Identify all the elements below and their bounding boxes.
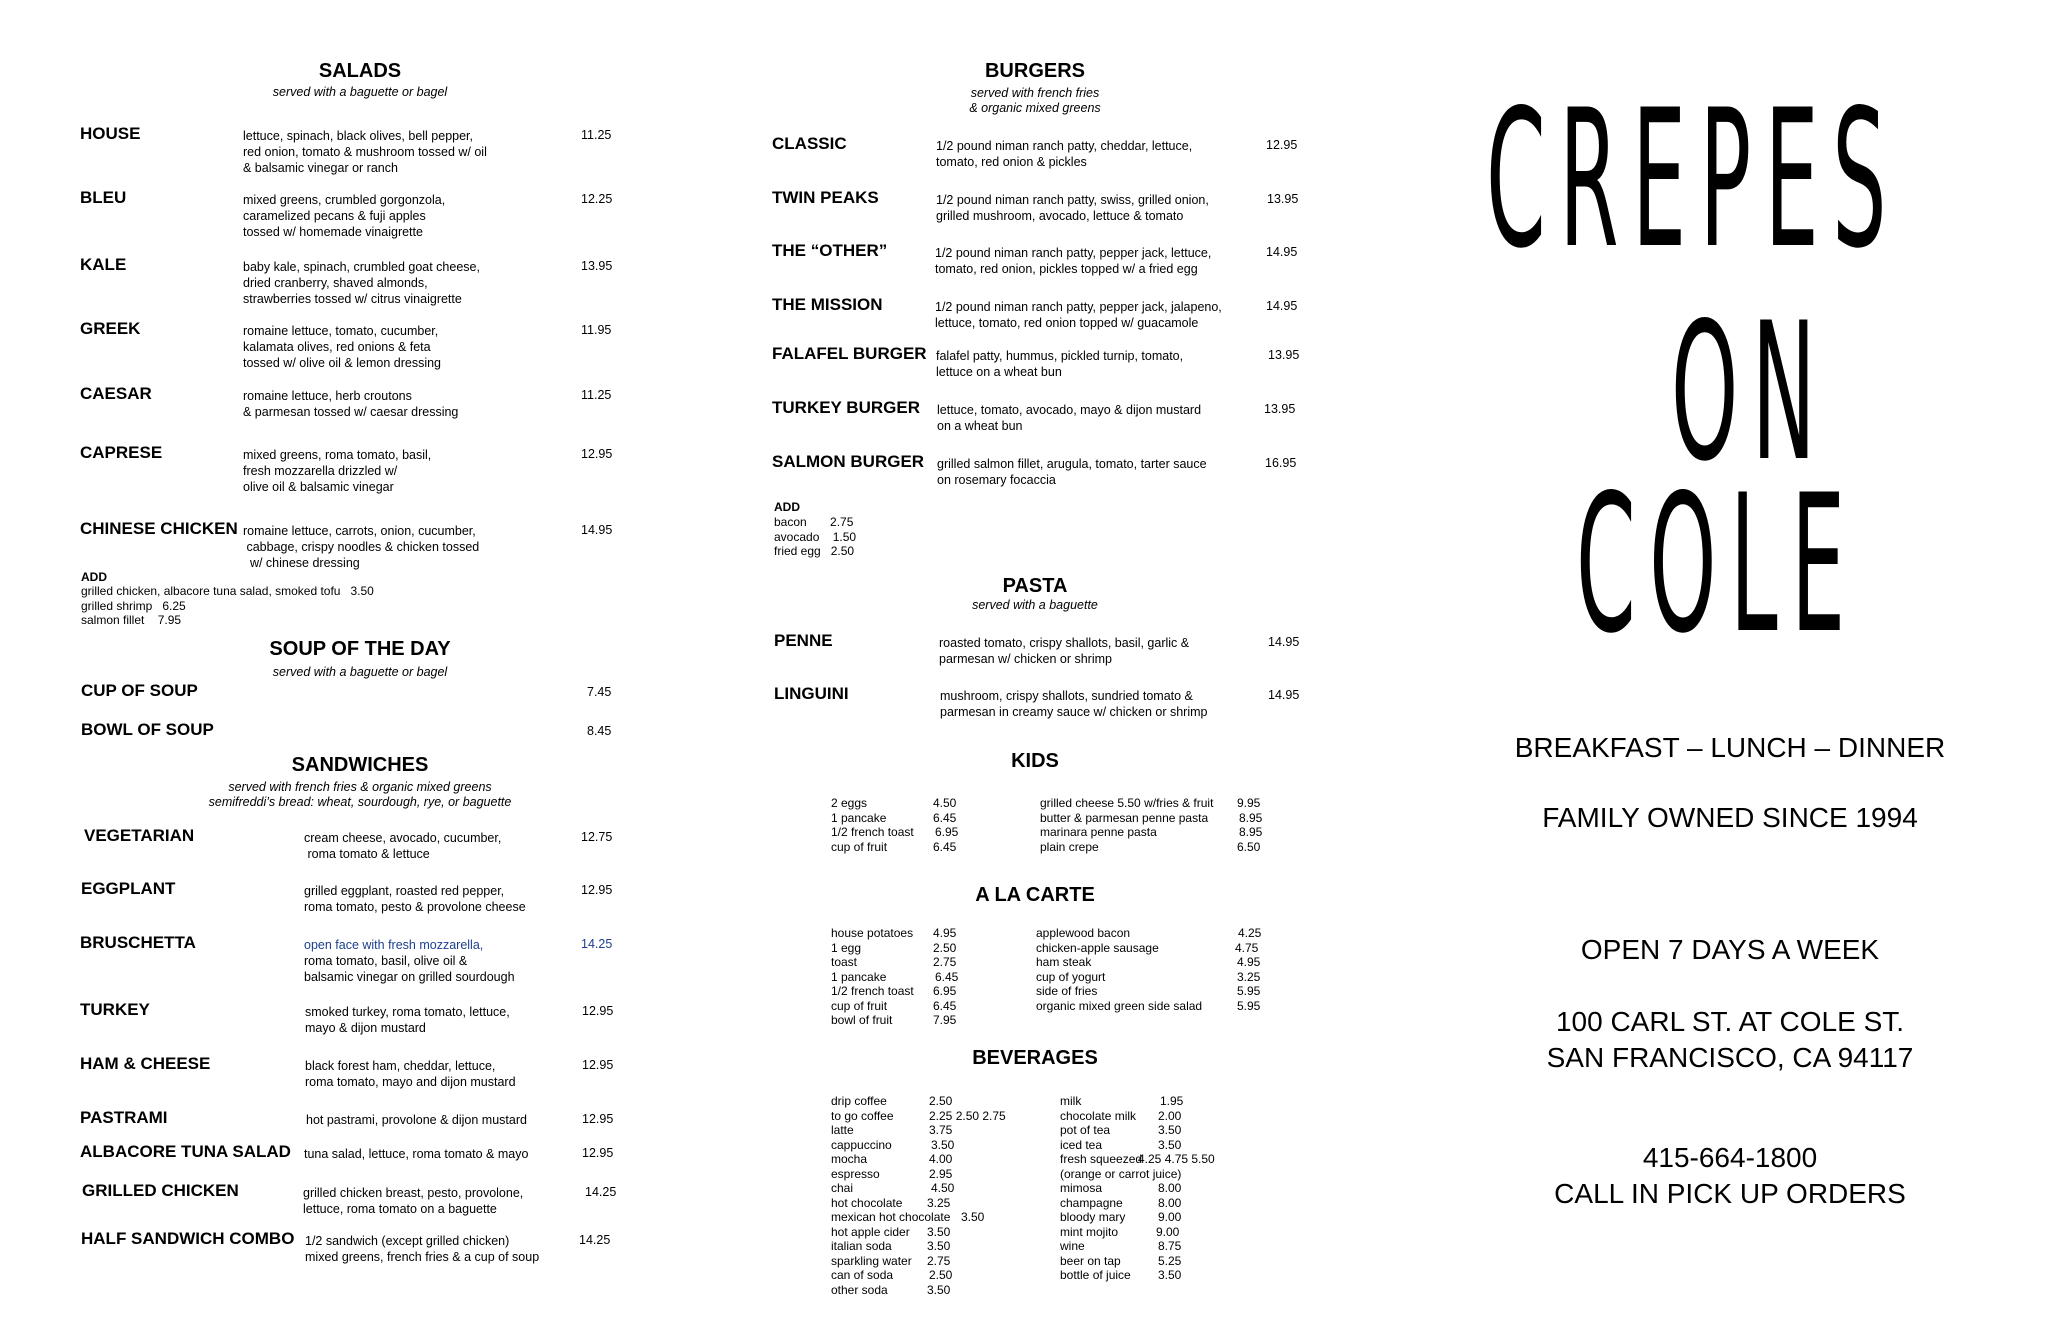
item-name: SALMON BURGER bbox=[772, 452, 925, 471]
item-price: 12.95 bbox=[1266, 138, 1298, 152]
list-item: italian soda 3.50 bbox=[831, 1239, 951, 1253]
item-price: 14.25 bbox=[585, 1185, 617, 1199]
pasta-subtitle: served with a baguette bbox=[972, 598, 1098, 612]
item-desc: smoked turkey, roma tomato, lettuce, mayo & dijon mustard bbox=[305, 1005, 510, 1035]
item-price: 14.25 bbox=[579, 1233, 611, 1247]
item-desc: baby kale, spinach, crumbled goat cheese, dried cranberry, shaved almonds, strawberries tossed w/ citrus vinaigrette bbox=[243, 260, 480, 306]
item-price: 11.95 bbox=[581, 323, 612, 337]
list-item: cappuccino 3.50 bbox=[831, 1137, 955, 1152]
soup-title: SOUP OF THE DAY bbox=[269, 638, 451, 660]
item-name: BLEU bbox=[80, 188, 127, 207]
item-price: 13.95 bbox=[1268, 348, 1300, 362]
a-la-carte-right-list bbox=[1036, 926, 1276, 1013]
list-item: bloody mary 9.00 bbox=[1060, 1210, 1182, 1224]
list-item: ham steak 4.95 bbox=[1036, 955, 1261, 969]
list-item: house potatoes 4.95 bbox=[831, 926, 957, 940]
item-desc: tuna salad, lettuce, roma tomato & mayo bbox=[304, 1147, 529, 1161]
item-desc: lettuce, tomato, avocado, mayo & dijon mustard on a wheat bun bbox=[937, 403, 1202, 433]
item-name: HALF SANDWICH COMBO bbox=[81, 1229, 295, 1248]
item-name: TWIN PEAKS bbox=[772, 188, 879, 207]
item-name: TURKEY BURGER bbox=[772, 398, 920, 417]
list-item: organic mixed green side salad 5.95 bbox=[1036, 998, 1261, 1013]
item-price: 11.25 bbox=[581, 128, 612, 142]
list-item: 1 egg 2.50 bbox=[831, 940, 957, 955]
item-name: THE “OTHER” bbox=[772, 241, 888, 260]
burgers-subtitle-2: & organic mixed greens bbox=[969, 101, 1101, 115]
pasta-title: PASTA bbox=[1002, 575, 1068, 597]
pickup-note: CALL IN PICK UP ORDERS bbox=[1554, 1178, 1906, 1209]
list-item: mocha 4.00 bbox=[831, 1152, 953, 1166]
item-price: 14.95 bbox=[581, 523, 613, 537]
item-desc: mixed greens, roma tomato, basil, fresh mozzarella drizzled w/ olive oil & balsamic vinegar bbox=[243, 448, 432, 494]
item-desc: 1/2 pound niman ranch patty, swiss, grilled onion, grilled mushroom, avocado, lettuce & tomato bbox=[936, 193, 1209, 223]
address-line-2: SAN FRANCISCO, CA 94117 bbox=[1546, 1042, 1914, 1073]
item-name: CUP OF SOUP bbox=[81, 681, 198, 700]
item-name: CHINESE CHICKEN bbox=[80, 519, 238, 538]
list-item: 1/2 french toast 6.95 bbox=[831, 984, 957, 998]
burgers-subtitle: served with french fries bbox=[970, 86, 1100, 100]
salads-title: SALADS bbox=[318, 60, 402, 82]
list-item: sparkling water 2.75 bbox=[831, 1253, 951, 1268]
list-item: grilled cheese 5.50 w/fries & fruit 9.95 bbox=[1040, 796, 1261, 810]
list-item: fresh squeezed 4.25 4.75 5.50 bbox=[1060, 1152, 1215, 1166]
list-item: butter & parmesan penne pasta 8.95 bbox=[1040, 810, 1263, 825]
item-price: 12.95 bbox=[582, 1112, 614, 1126]
item-name: BRUSCHETTA bbox=[80, 933, 196, 952]
list-item: mint mojito 9.00 bbox=[1060, 1224, 1180, 1239]
list-item: bottle of juice 3.50 bbox=[1060, 1268, 1182, 1282]
item-desc: 1/2 pound niman ranch patty, cheddar, lettuce, tomato, red onion & pickles bbox=[936, 139, 1193, 169]
item-desc: grilled eggplant, roasted red pepper, roma tomato, pesto & provolone cheese bbox=[304, 884, 526, 914]
item-name: PENNE bbox=[774, 631, 833, 650]
beverages-right-list bbox=[1060, 1094, 1280, 1283]
list-item: drip coffee 2.50 bbox=[831, 1094, 953, 1108]
item-price: 13.95 bbox=[581, 259, 613, 273]
item-name: HOUSE bbox=[80, 124, 141, 143]
item-desc: cream cheese, avocado, cucumber, roma tomato & lettuce bbox=[304, 831, 502, 861]
item-desc: 1/2 sandwich (except grilled chicken) mixed greens, french fries & a cup of soup bbox=[305, 1234, 540, 1264]
item-name: PASTRAMI bbox=[80, 1108, 168, 1127]
list-item: 2 eggs 4.50 bbox=[831, 796, 957, 810]
list-item: 1 pancake 6.45 bbox=[831, 969, 959, 984]
kids-left-list bbox=[831, 796, 981, 854]
item-desc: romaine lettuce, tomato, cucumber, kalamata olives, red onions & feta tossed w/ olive oil & lemon dressing bbox=[243, 324, 442, 370]
item-price: 8.45 bbox=[587, 724, 612, 738]
salads-add-list: grilled chicken, albacore tuna salad, smoked tofu 3.50 grilled shrimp 6.25 salmon fillet 7.95 bbox=[81, 584, 374, 627]
list-item: chai 4.50 bbox=[831, 1181, 955, 1195]
item-name: GREEK bbox=[80, 319, 141, 338]
brand-line-crepes: CREPES bbox=[1486, 69, 1900, 290]
list-item: latte 3.75 bbox=[831, 1123, 953, 1137]
list-item: mexican hot chocolate 3.50 bbox=[831, 1210, 985, 1224]
list-item: wine 8.75 bbox=[1060, 1239, 1182, 1253]
list-item: milk 1.95 bbox=[1060, 1094, 1184, 1108]
list-item: toast 2.75 bbox=[831, 955, 957, 969]
sandwiches-subtitle: served with french fries & organic mixed greens bbox=[228, 780, 492, 794]
list-item: iced tea 3.50 bbox=[1060, 1137, 1182, 1152]
list-item: cup of yogurt 3.25 bbox=[1036, 969, 1261, 984]
list-item: marinara penne pasta 8.95 bbox=[1040, 825, 1263, 839]
burgers-add-label: ADD bbox=[774, 500, 800, 514]
beverages-left-list bbox=[831, 1094, 1031, 1297]
item-name: KALE bbox=[80, 255, 127, 274]
brand-line-cole: COLE bbox=[1576, 454, 1859, 675]
list-item: can of soda 2.50 bbox=[831, 1268, 953, 1282]
list-item: pot of tea 3.50 bbox=[1060, 1123, 1182, 1137]
item-price: 12.95 bbox=[582, 1004, 614, 1018]
beverages-title: BEVERAGES bbox=[972, 1047, 1098, 1069]
item-name: HAM & CHEESE bbox=[80, 1054, 211, 1073]
list-item: hot apple cider 3.50 bbox=[831, 1224, 951, 1239]
item-name: FALAFEL BURGER bbox=[772, 344, 927, 363]
item-price: 12.75 bbox=[581, 830, 613, 844]
list-item: cup of fruit 6.45 bbox=[831, 839, 957, 854]
item-price: 12.25 bbox=[581, 192, 613, 206]
kids-right-list bbox=[1040, 796, 1270, 854]
item-desc: 1/2 pound niman ranch patty, pepper jack, lettuce, tomato, red onion, pickles topped w/ a fried egg bbox=[935, 246, 1212, 276]
open-days: OPEN 7 DAYS A WEEK bbox=[1580, 934, 1880, 965]
list-item: 1/2 french toast 6.95 bbox=[831, 825, 959, 839]
item-price: 12.95 bbox=[582, 1058, 614, 1072]
item-price: 13.95 bbox=[1267, 192, 1299, 206]
list-item: beer on tap 5.25 bbox=[1060, 1253, 1182, 1268]
item-name: LINGUINI bbox=[774, 684, 849, 703]
item-name: ALBACORE TUNA SALAD bbox=[80, 1142, 291, 1161]
item-desc: romaine lettuce, carrots, onion, cucumber, cabbage, crispy noodles & chicken tossed w/ chinese dressing bbox=[243, 524, 480, 570]
item-desc: falafel patty, hummus, pickled turnip, tomato, lettuce on a wheat bun bbox=[936, 349, 1184, 379]
list-item: cup of fruit 6.45 bbox=[831, 998, 957, 1013]
soup-subtitle: served with a baguette or bagel bbox=[272, 665, 448, 679]
item-price: 14.95 bbox=[1268, 635, 1300, 649]
item-name: CAESAR bbox=[80, 384, 152, 403]
burgers-add-list: bacon 2.75 avocado 1.50 fried egg 2.50 bbox=[774, 515, 857, 558]
item-name: CAPRESE bbox=[80, 443, 163, 462]
salads-add-label: ADD bbox=[81, 570, 107, 584]
sandwiches-bread: semifreddi’s bread: wheat, sourdough, rye, or baguette bbox=[208, 795, 512, 809]
item-desc: mixed greens, crumbled gorgonzola, caramelized pecans & fuji apples tossed w/ homemade vinaigrette bbox=[243, 193, 446, 239]
item-desc: grilled salmon fillet, arugula, tomato, tarter sauce on rosemary focaccia bbox=[937, 457, 1207, 487]
item-name: THE MISSION bbox=[772, 295, 883, 314]
list-item: to go coffee 2.25 2.50 2.75 bbox=[831, 1108, 1006, 1123]
item-price: 12.95 bbox=[581, 447, 613, 461]
list-item: chicken-apple sausage 4.75 bbox=[1036, 940, 1259, 955]
item-desc: mushroom, crispy shallots, sundried tomato & parmesan in creamy sauce w/ chicken or shrimp bbox=[940, 689, 1208, 719]
item-name: CLASSIC bbox=[772, 134, 847, 153]
list-item: espresso 2.95 bbox=[831, 1166, 953, 1181]
list-item: plain crepe 6.50 bbox=[1040, 839, 1261, 854]
meals-banner: BREAKFAST – LUNCH – DINNER bbox=[1514, 732, 1946, 763]
item-price: 12.95 bbox=[582, 1146, 614, 1160]
sandwiches-title: SANDWICHES bbox=[291, 754, 429, 776]
list-item: applewood bacon 4.25 bbox=[1036, 926, 1262, 940]
brand-line-on: ON bbox=[1671, 282, 1830, 503]
list-item: mimosa 8.00 bbox=[1060, 1181, 1182, 1195]
salads-subtitle: served with a baguette or bagel bbox=[272, 85, 448, 99]
list-item: (orange or carrot juice) bbox=[1060, 1166, 1182, 1181]
item-name: VEGETARIAN bbox=[84, 826, 195, 845]
kids-title: KIDS bbox=[1011, 750, 1059, 772]
item-name: EGGPLANT bbox=[81, 879, 176, 898]
address-line-1: 100 CARL ST. AT COLE ST. bbox=[1555, 1006, 1905, 1037]
list-item: champagne 8.00 bbox=[1060, 1195, 1182, 1210]
burgers-title: BURGERS bbox=[984, 60, 1085, 82]
item-price: 12.95 bbox=[581, 883, 613, 897]
item-price: 13.95 bbox=[1264, 402, 1296, 416]
a-la-carte-title: A LA CARTE bbox=[975, 884, 1095, 906]
item-price: 14.95 bbox=[1266, 245, 1298, 259]
item-price: 14.25 bbox=[581, 937, 613, 951]
item-name: GRILLED CHICKEN bbox=[82, 1181, 239, 1200]
a-la-carte-left-list bbox=[831, 926, 981, 1028]
list-item: hot chocolate 3.25 bbox=[831, 1195, 951, 1210]
item-name: TURKEY bbox=[80, 1000, 150, 1019]
item-desc: 1/2 pound niman ranch patty, pepper jack, jalapeno, lettuce, tomato, red onion topped w/ guacamole bbox=[935, 300, 1222, 330]
item-desc: hot pastrami, provolone & dijon mustard bbox=[306, 1113, 527, 1127]
list-item: other soda 3.50 bbox=[831, 1282, 951, 1297]
item-name: BOWL OF SOUP bbox=[81, 720, 214, 739]
family-owned: FAMILY OWNED SINCE 1994 bbox=[1542, 802, 1918, 833]
item-price: 14.95 bbox=[1268, 688, 1300, 702]
item-price: 11.25 bbox=[581, 388, 612, 402]
list-item: bowl of fruit 7.95 bbox=[831, 1013, 957, 1027]
item-desc: romaine lettuce, herb croutons & parmesan tossed w/ caesar dressing bbox=[243, 389, 459, 419]
list-item: 1 pancake 6.45 bbox=[831, 810, 957, 825]
phone-number: 415-664-1800 bbox=[1642, 1142, 1818, 1173]
item-desc: roasted tomato, crispy shallots, basil, garlic & parmesan w/ chicken or shrimp bbox=[939, 636, 1190, 666]
list-item: side of fries 5.95 bbox=[1036, 984, 1261, 998]
item-desc: black forest ham, cheddar, lettuce, roma tomato, mayo and dijon mustard bbox=[305, 1059, 516, 1089]
item-desc: grilled chicken breast, pesto, provolone, lettuce, roma tomato on a baguette bbox=[303, 1186, 524, 1216]
item-desc: roma tomato, basil, olive oil & balsamic vinegar on grilled sourdough bbox=[304, 954, 515, 984]
item-desc-highlight: open face with fresh mozzarella, bbox=[304, 938, 484, 952]
item-price: 14.95 bbox=[1266, 299, 1298, 313]
list-item: chocolate milk 2.00 bbox=[1060, 1108, 1182, 1123]
item-desc: lettuce, spinach, black olives, bell pepper, red onion, tomato & mushroom tossed w/ oil & balsamic vinegar or ranch bbox=[243, 129, 487, 175]
item-price: 7.45 bbox=[587, 685, 612, 699]
item-price: 16.95 bbox=[1265, 456, 1297, 470]
